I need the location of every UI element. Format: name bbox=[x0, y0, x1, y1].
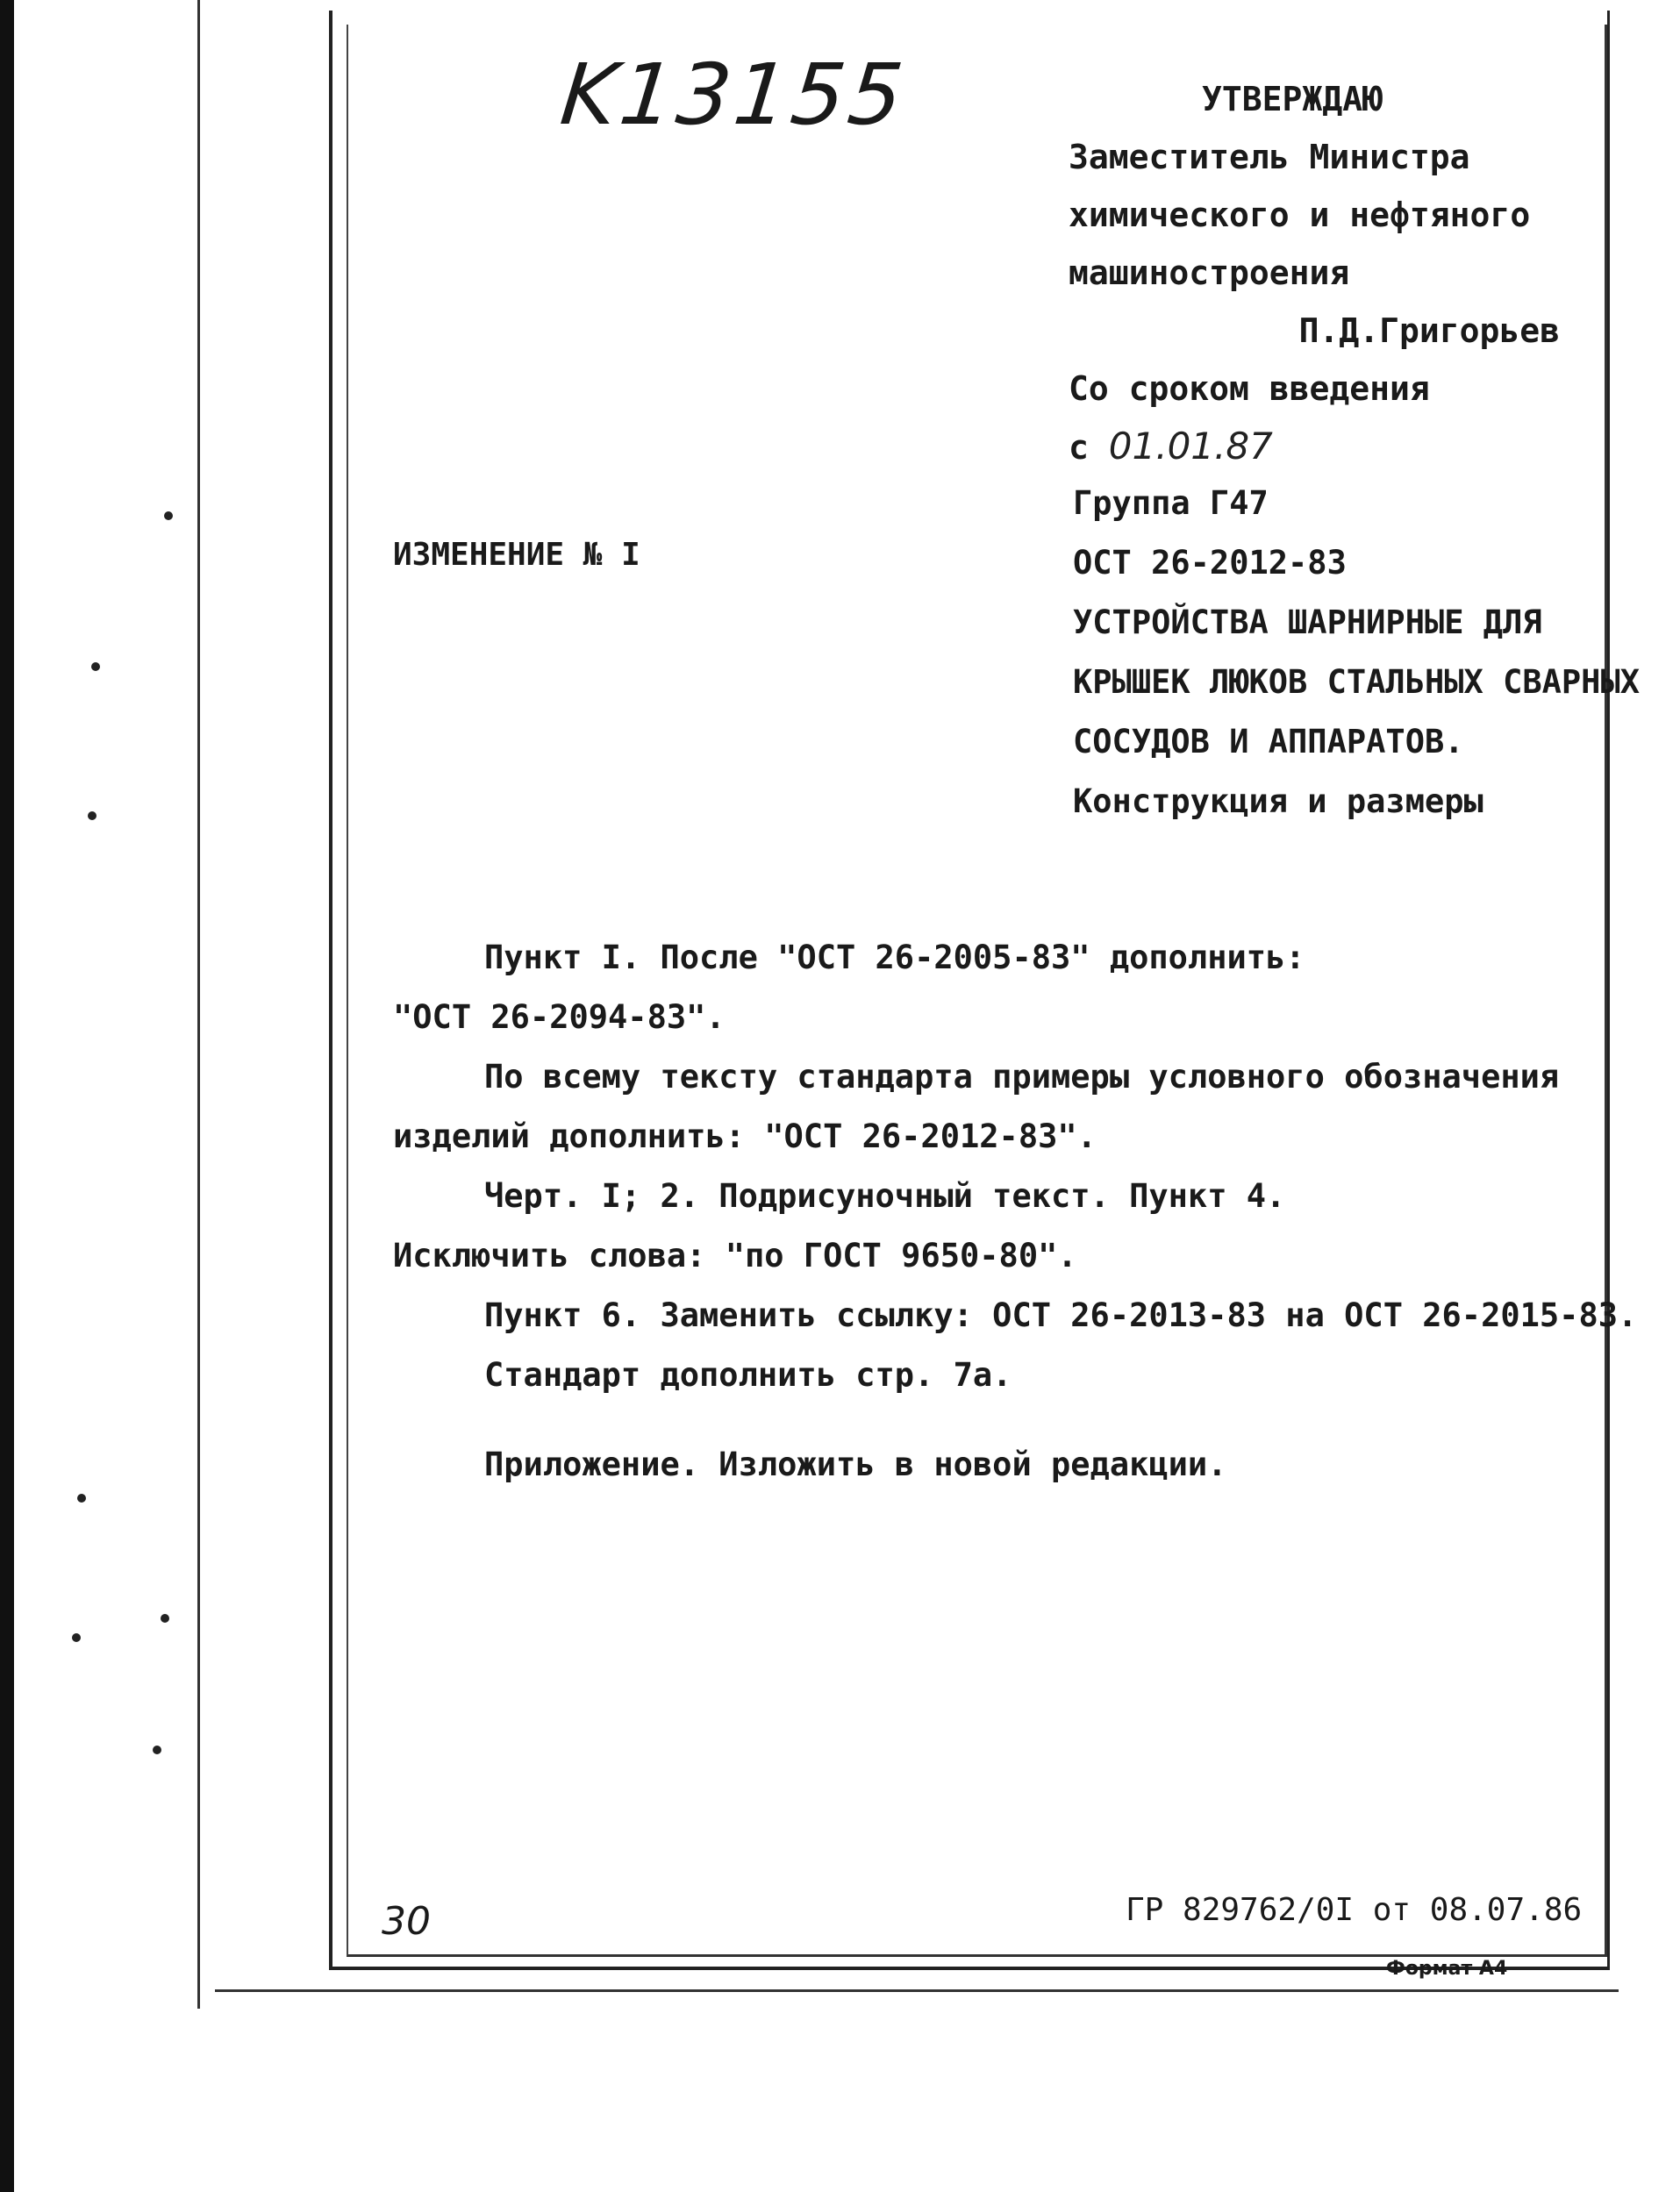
scan-speck bbox=[91, 662, 100, 671]
scan-speck bbox=[88, 811, 97, 820]
scan-speck bbox=[161, 1614, 169, 1623]
margin-line bbox=[197, 0, 200, 2009]
scan-speck bbox=[77, 1494, 86, 1503]
standard-subtitle: Конструкция и размеры bbox=[1073, 782, 1483, 820]
registration-number: ГР 829762/0I от 08.07.86 bbox=[1126, 1892, 1583, 1928]
body-paragraph: Пункт 6. Заменить ссылку: ОСТ 26-2013-83 на ОСТ 26-2015-83. bbox=[484, 1296, 1638, 1334]
paper-format-label: Формат А4 bbox=[1386, 1958, 1508, 1980]
change-body bbox=[393, 928, 1638, 1495]
scan-speck bbox=[164, 511, 173, 520]
approval-position-line: химического и нефтяного bbox=[1069, 196, 1531, 234]
standard-title-line: СОСУДОВ И АППАРАТОВ. bbox=[1073, 723, 1464, 760]
effective-date-handwritten: 01.01.87 bbox=[1108, 425, 1273, 468]
scan-edge-bar bbox=[0, 0, 14, 2192]
approval-position-line: машиностроения bbox=[1069, 253, 1350, 292]
body-paragraph: Приложение. Изложить в новой редакции. bbox=[484, 1446, 1227, 1483]
approval-signatory: П.Д.Григорьев bbox=[1298, 311, 1560, 350]
body-paragraph: Пункт I. После "ОСТ 26-2005-83" дополнить: bbox=[484, 939, 1305, 976]
standard-code: ОСТ 26-2012-83 bbox=[1073, 544, 1347, 582]
effective-label: Со сроком введения bbox=[1069, 369, 1430, 408]
approval-title: УТВЕРЖДАЮ bbox=[1202, 80, 1383, 118]
effective-date-line bbox=[1069, 418, 1595, 475]
body-paragraph: Исключить слова: "по ГОСТ 9650-80". bbox=[393, 1237, 1077, 1275]
bottom-rule bbox=[215, 1989, 1619, 1992]
scan-speck bbox=[153, 1746, 161, 1754]
body-paragraph: изделий дополнить: "ОСТ 26-2012-83". bbox=[393, 1117, 1097, 1155]
standard-group: Группа Г47 bbox=[1073, 484, 1269, 522]
standard-block bbox=[1073, 474, 1640, 832]
effective-prefix: с bbox=[1069, 428, 1089, 467]
change-title: ИЗМЕНЕНИЕ № I bbox=[393, 537, 640, 573]
archive-number-handwritten: K13155 bbox=[556, 46, 911, 144]
body-paragraph: По всему тексту стандарта примеры условного обозначения bbox=[484, 1058, 1560, 1096]
standard-title-line: УСТРОЙСТВА ШАРНИРНЫЕ ДЛЯ bbox=[1073, 603, 1542, 641]
scan-speck bbox=[72, 1633, 81, 1642]
body-paragraph: "ОСТ 26-2094-83". bbox=[393, 998, 726, 1036]
approval-position-line: Заместитель Министра bbox=[1069, 138, 1470, 176]
body-paragraph: Стандарт дополнить стр. 7а. bbox=[484, 1356, 1012, 1394]
body-paragraph: Черт. I; 2. Подрисуночный текст. Пункт 4. bbox=[484, 1177, 1286, 1215]
page-number-handwritten: 30 bbox=[382, 1899, 431, 1944]
approval-block bbox=[1069, 70, 1595, 475]
standard-title-line: КРЫШЕК ЛЮКОВ СТАЛЬНЫХ СВАРНЫХ bbox=[1073, 663, 1641, 701]
